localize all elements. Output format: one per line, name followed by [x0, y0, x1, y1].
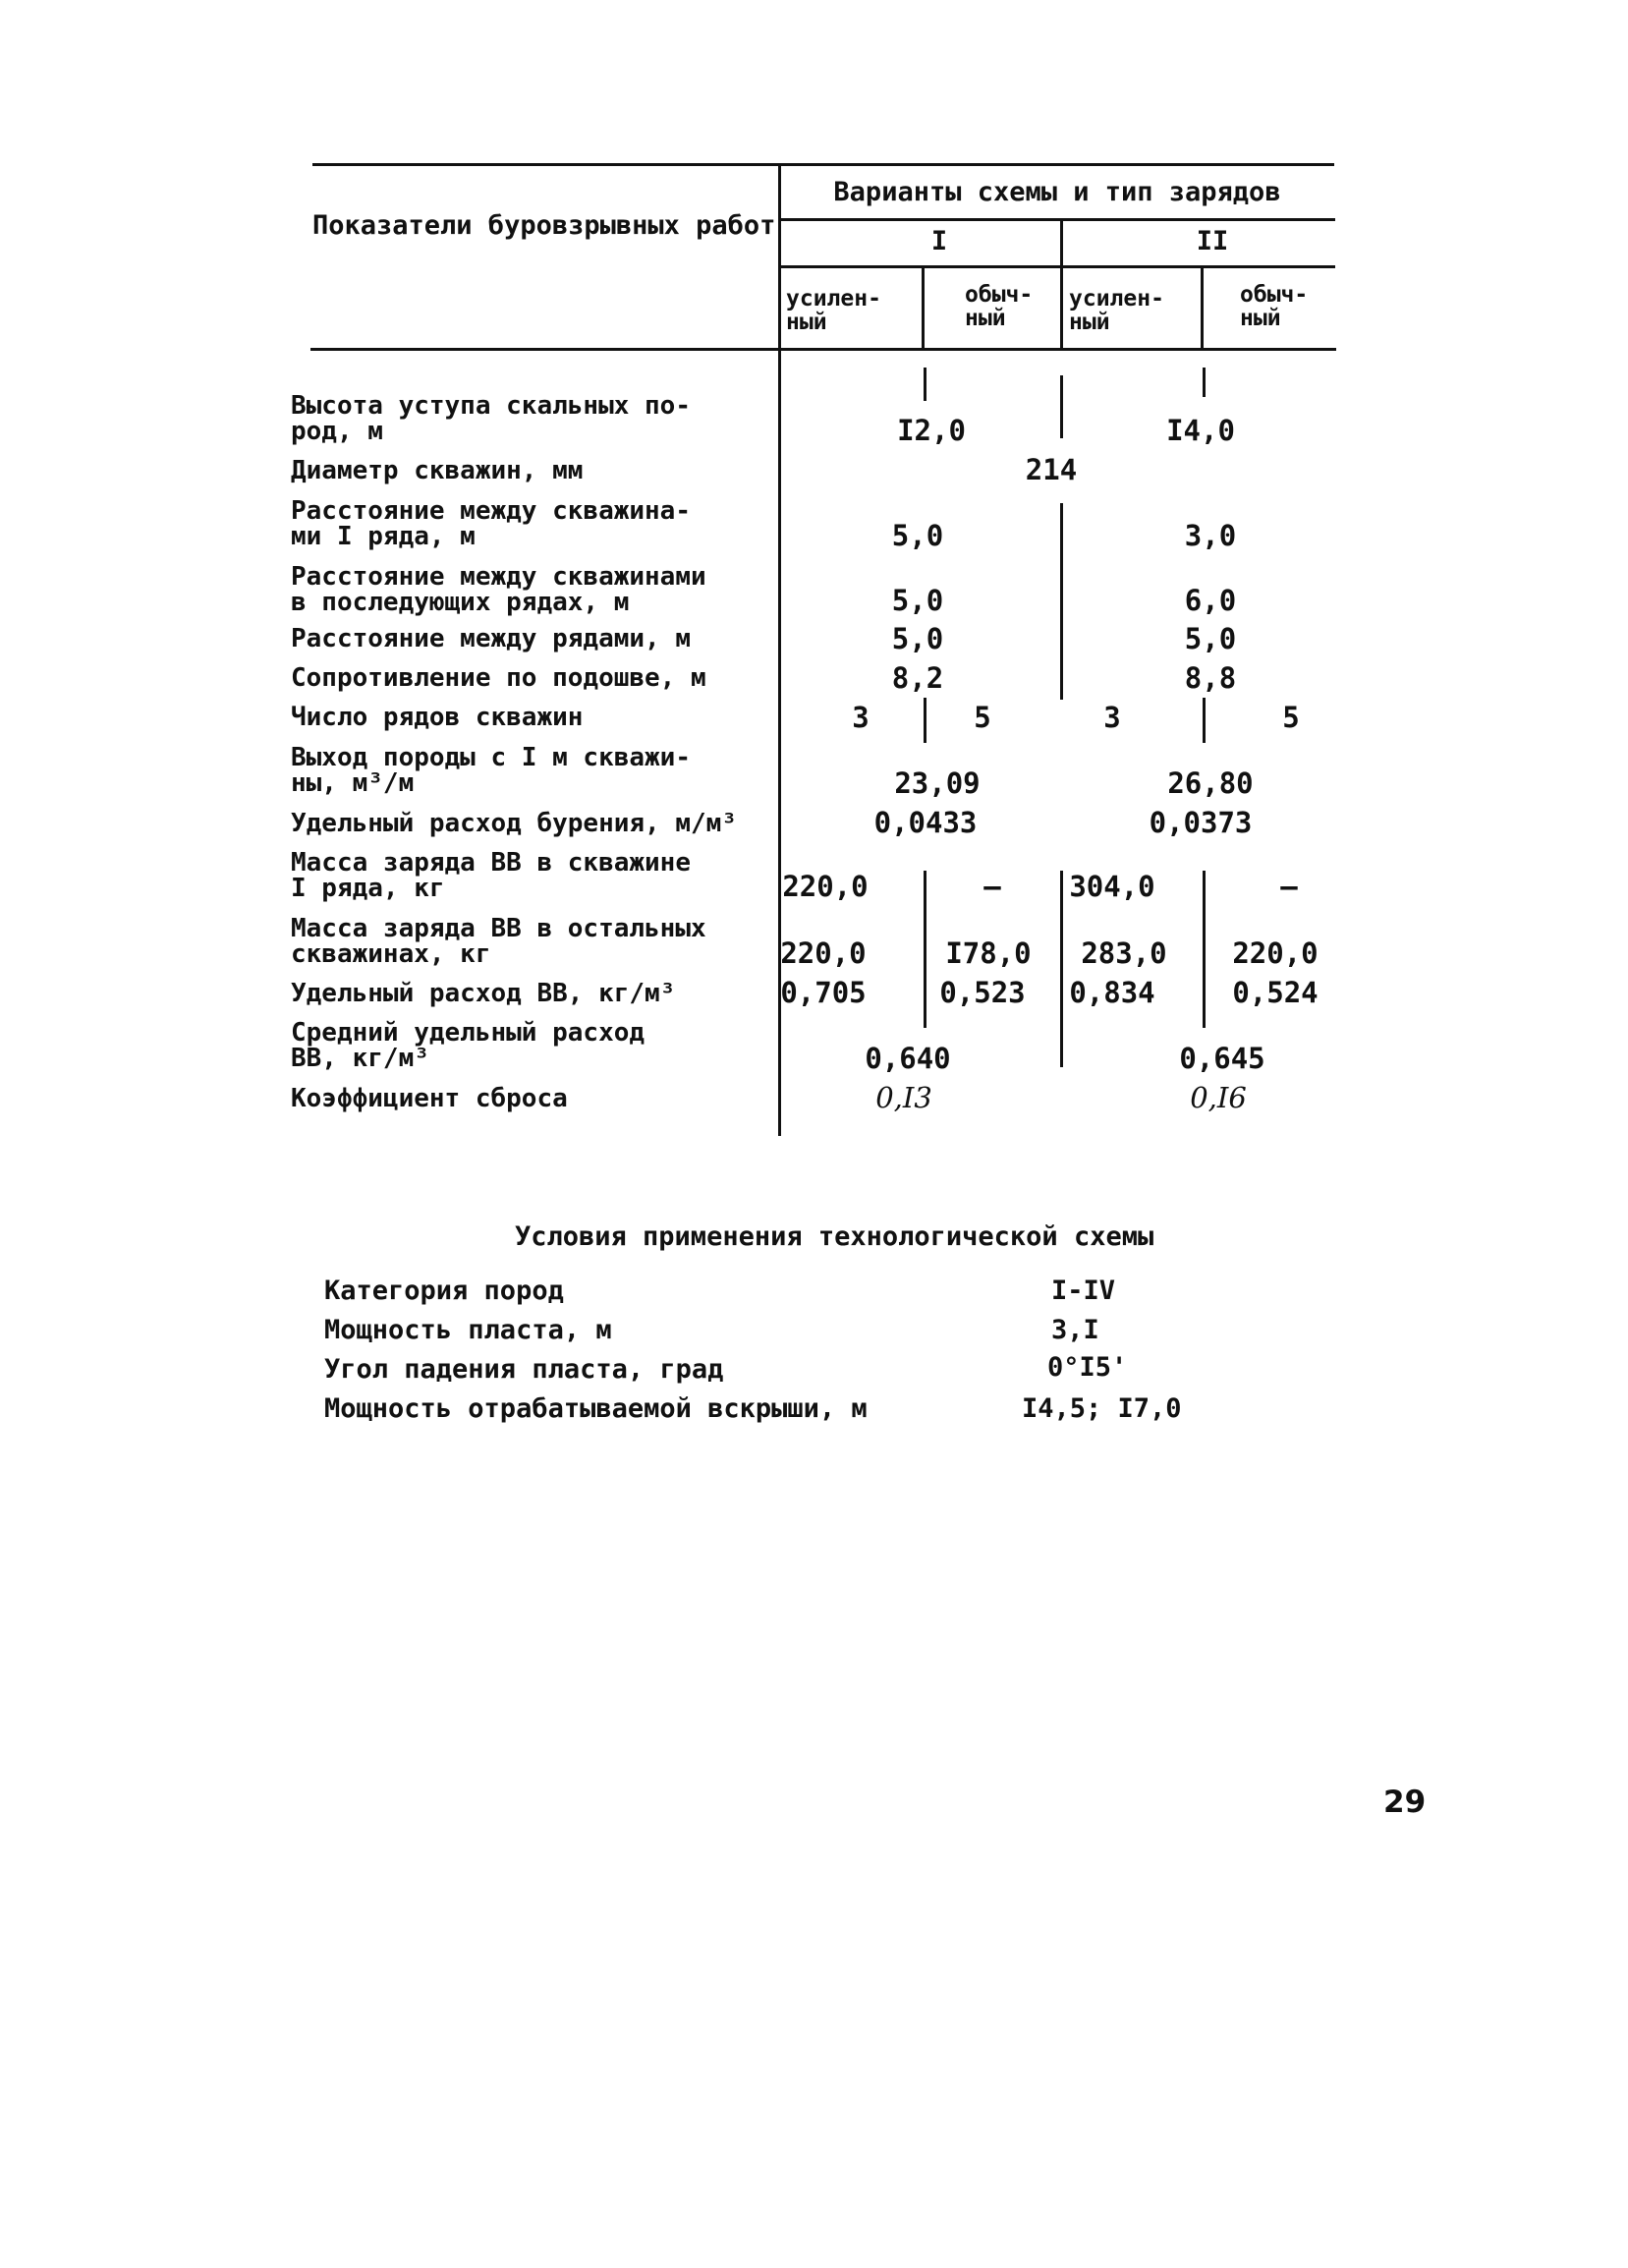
- row-label-avg-explosive-rate: Средний удельный расход ВВ, кг/м³: [291, 1018, 646, 1073]
- row-label-drilling-rate: Удельный расход бурения, м/м³: [291, 809, 737, 838]
- toe-burden-v1: 8,2: [891, 661, 944, 695]
- v1-type-divider: [922, 267, 925, 348]
- explosive-rate-v1-ordinary: 0,523: [939, 976, 1026, 1009]
- rock-yield-v1: 23,09: [894, 766, 981, 800]
- condition-label-overburden-thickness: Мощность отрабатываемой вскрыши, м: [324, 1393, 868, 1424]
- row-label-throw-coefficient: Коэффициент сброса: [291, 1084, 568, 1113]
- body-variant-divider-upper: [1060, 375, 1063, 438]
- explosive-rate-v1-reinforced: 0,705: [780, 976, 867, 1009]
- spacing-next-rows-v1: 5,0: [891, 584, 944, 617]
- condition-value-rock-category: I-IV: [1051, 1276, 1116, 1306]
- body-v1-type-divider-lower: [924, 871, 926, 1028]
- conditions-title: Условия применения технологической схемы: [515, 1221, 1154, 1252]
- rows-count-v2-divider: [1203, 698, 1206, 743]
- row-label-toe-burden: Сопротивление по подошве, м: [291, 663, 706, 693]
- v2-ordinary-header: обыч- ный: [1240, 282, 1309, 331]
- body-v1-type-divider-top: [924, 368, 926, 401]
- body-variant-divider-mid: [1060, 503, 1063, 700]
- variant-labels-rule: [779, 265, 1335, 268]
- v1-ordinary-header: обыч- ный: [965, 282, 1034, 331]
- row-label-spacing-next-rows: Расстояние между скважинами в последующих рядах, м: [291, 562, 706, 617]
- row-spacing-v1: 5,0: [891, 622, 944, 655]
- condition-label-dip-angle: Угол падения пласта, град: [324, 1354, 724, 1385]
- charge-first-row-v1-ordinary: —: [983, 870, 1001, 903]
- avg-explosive-rate-v2: 0,645: [1179, 1042, 1265, 1075]
- variants-title: Варианты схемы и тип зарядов: [833, 177, 1281, 207]
- rows-count-v2-ordinary: 5: [1282, 701, 1300, 734]
- v1-reinforced-header: усилен- ный: [786, 286, 881, 335]
- rock-yield-v2: 26,80: [1167, 766, 1254, 800]
- charge-first-row-v2-reinforced: 304,0: [1069, 870, 1155, 903]
- drilling-rate-v2: 0,0373: [1149, 806, 1253, 839]
- condition-value-overburden-thickness: I4,5; I7,0: [1022, 1393, 1182, 1424]
- toe-burden-v2: 8,8: [1184, 661, 1237, 695]
- table-top-rule: [312, 163, 1334, 166]
- rows-count-v1-ordinary: 5: [974, 701, 991, 734]
- row-label-charge-first-row: Масса заряда ВВ в скважине I ряда, кг: [291, 848, 691, 903]
- row-label-rock-yield: Выход породы с I м скважи- ны, м³/м: [291, 743, 691, 798]
- row-label-row-spacing: Расстояние между рядами, м: [291, 624, 691, 653]
- body-variant-divider-lower: [1060, 871, 1063, 1067]
- bench-height-v1: I2,0: [897, 414, 966, 447]
- v2-type-divider: [1201, 267, 1204, 348]
- body-v2-type-divider-lower: [1203, 871, 1206, 1028]
- spacing-next-rows-v2: 6,0: [1184, 584, 1237, 617]
- page-number: 29: [1383, 1785, 1427, 1820]
- variants-title-rule: [779, 218, 1335, 221]
- charge-other-v2-reinforced: 283,0: [1081, 936, 1167, 970]
- variant-divider: [1060, 218, 1063, 348]
- row-label-spacing-first-row: Расстояние между скважина- ми I ряда, м: [291, 496, 691, 551]
- condition-label-seam-thickness: Мощность пласта, м: [324, 1315, 612, 1345]
- charge-first-row-v2-ordinary: —: [1280, 870, 1298, 903]
- spacing-first-row-v1: 5,0: [891, 519, 944, 552]
- condition-value-dip-angle: 0°I5': [1047, 1352, 1128, 1383]
- v2-reinforced-header: усилен- ный: [1069, 286, 1164, 335]
- charge-other-v2-ordinary: 220,0: [1232, 936, 1319, 970]
- throw-coefficient-v1: 0,I3: [875, 1081, 932, 1114]
- row-spacing-v2: 5,0: [1184, 622, 1237, 655]
- variant-2-label: II: [1196, 226, 1229, 256]
- explosive-rate-v2-ordinary: 0,524: [1232, 976, 1319, 1009]
- explosive-rate-v2-reinforced: 0,834: [1069, 976, 1155, 1009]
- charge-other-v1-reinforced: 220,0: [780, 936, 867, 970]
- header-bottom-rule: [310, 348, 1336, 351]
- row-label-rows-count: Число рядов скважин: [291, 703, 584, 732]
- bench-height-v2: I4,0: [1166, 414, 1235, 447]
- hole-diameter-all: 214: [1025, 453, 1078, 486]
- row-label-charge-other-holes: Масса заряда ВВ в остальных скважинах, кг: [291, 914, 706, 969]
- body-left-divider: [778, 350, 781, 1136]
- rows-count-v2-reinforced: 3: [1103, 701, 1121, 734]
- row-label-explosive-rate: Удельный расход ВВ, кг/м³: [291, 979, 676, 1008]
- charge-first-row-v1-reinforced: 220,0: [782, 870, 869, 903]
- row-label-bench-height: Высота уступа скальных по- род, м: [291, 391, 691, 446]
- rows-count-v1-reinforced: 3: [852, 701, 870, 734]
- drilling-rate-v1: 0,0433: [873, 806, 978, 839]
- condition-label-rock-category: Категория пород: [324, 1276, 564, 1306]
- rows-count-v1-divider: [924, 698, 926, 743]
- row-label-hole-diameter: Диаметр скважин, мм: [291, 456, 584, 485]
- body-v2-type-divider-top: [1203, 368, 1206, 397]
- header-indicator-divider: [778, 165, 781, 348]
- indicator-column-header: Показатели буровзрывных работ: [312, 210, 776, 241]
- avg-explosive-rate-v1: 0,640: [865, 1042, 951, 1075]
- condition-value-seam-thickness: 3,I: [1051, 1315, 1099, 1345]
- charge-other-v1-ordinary: I78,0: [945, 936, 1032, 970]
- throw-coefficient-v2: 0,I6: [1190, 1081, 1247, 1114]
- variant-1-label: I: [930, 226, 948, 256]
- spacing-first-row-v2: 3,0: [1184, 519, 1237, 552]
